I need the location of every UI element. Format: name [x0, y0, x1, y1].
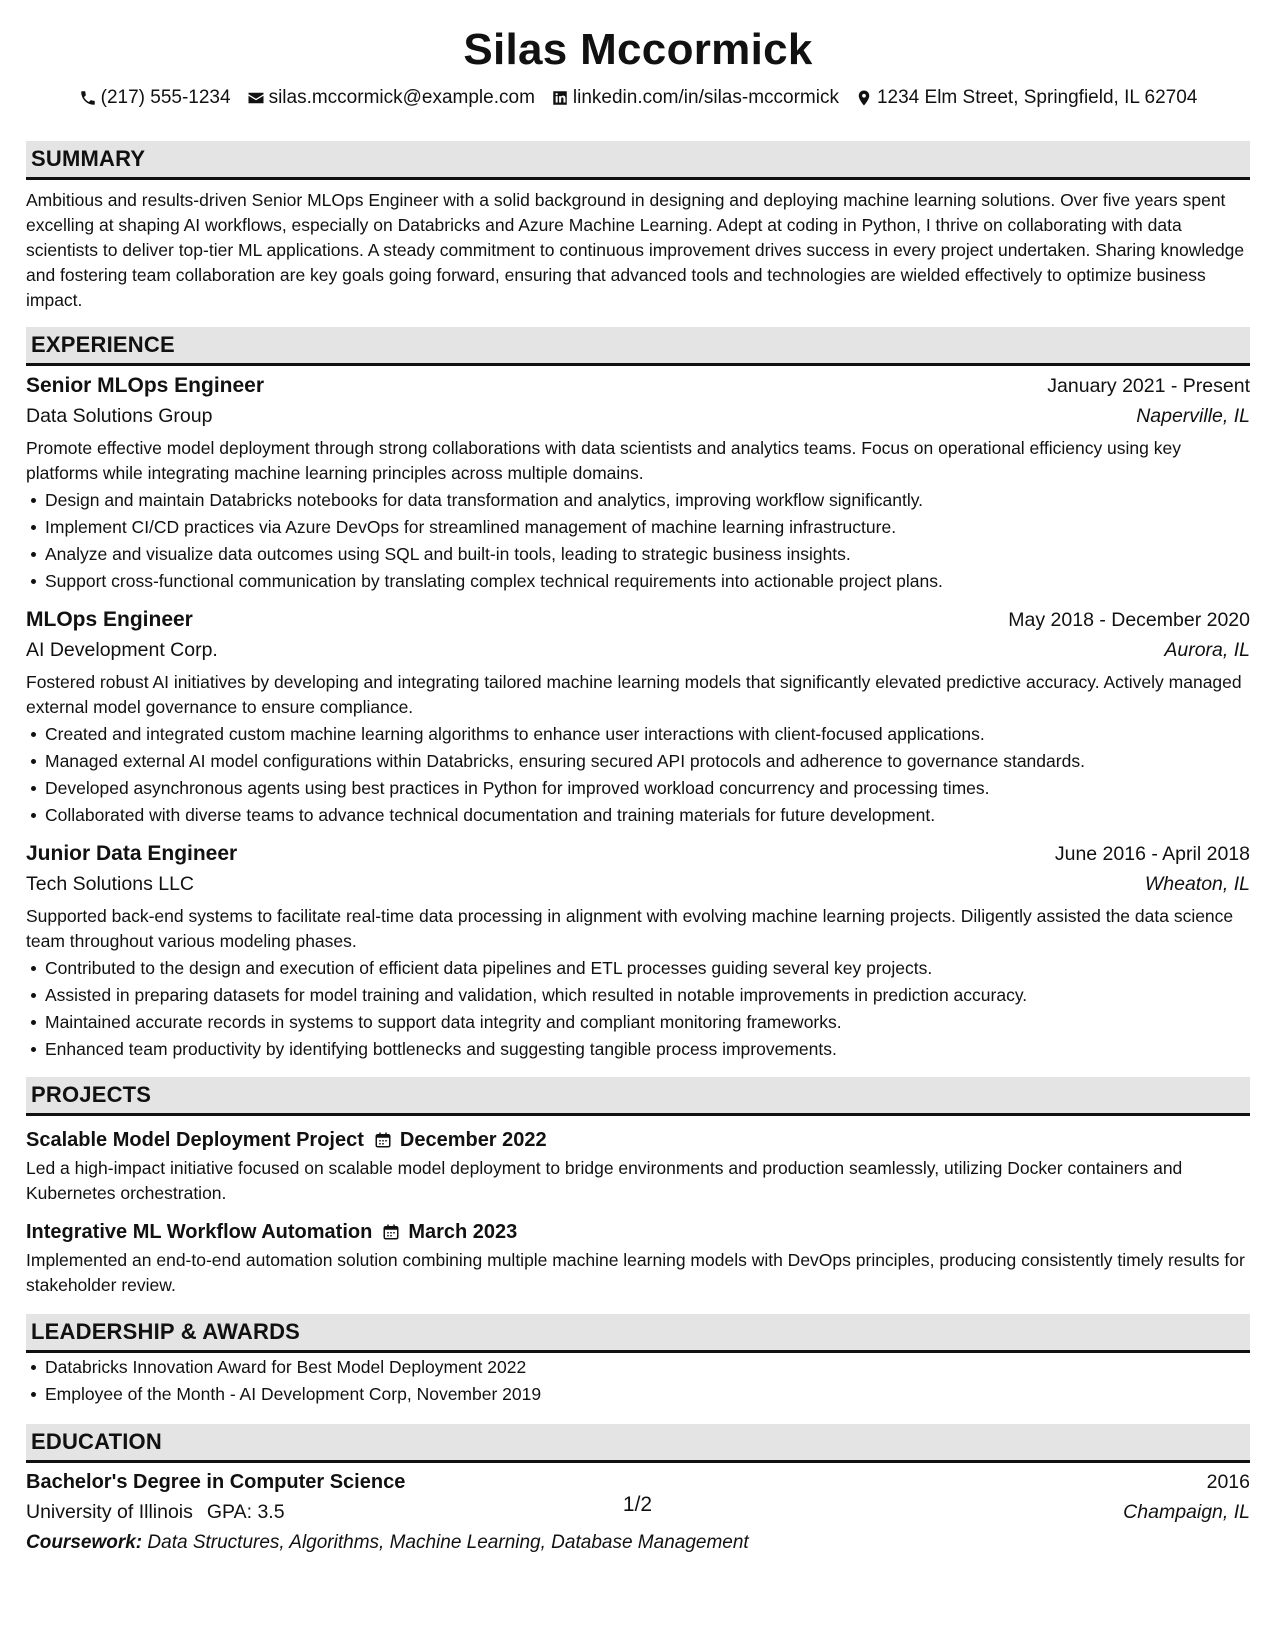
page-number: 1/2 [622, 1493, 653, 1516]
contact-phone [79, 86, 231, 110]
coursework-list: Data Structures, Algorithms, Machine Learning, Database Management [147, 1532, 749, 1553]
school-name: University of Illinois [26, 1501, 193, 1523]
list-item: Contributed to the design and execution of efficient data pipelines and ETL processes guiding several key projects. [26, 955, 1250, 982]
coursework-label: Coursework: [26, 1532, 143, 1553]
awards-list [26, 1354, 1250, 1408]
section-heading: PROJECTS [31, 1082, 152, 1107]
calendar-icon [382, 1223, 400, 1241]
email-link[interactable]: silas.mccormick@example.com [268, 87, 535, 108]
project-description: Led a high-impact initiative focused on scalable model deployment to bridge environments and production seamlessly, utilizing Docker containers and Kubernetes orchestration. [26, 1158, 1183, 1203]
list-item: Managed external AI model configurations within Databricks, ensuring secured API protocols and adherence to governance standards. [26, 748, 1250, 775]
experience-section-header [26, 327, 1250, 366]
summary-section-header [26, 141, 1250, 180]
job-location: Wheaton, IL [1144, 873, 1250, 895]
list-item: Implement CI/CD practices via Azure DevOps for streamlined management of machine learning infrastructure. [26, 514, 1250, 541]
list-item: Created and integrated custom machine learning algorithms to enhance user interactions with client-focused applications. [26, 721, 1250, 748]
contact-bar [26, 86, 1250, 110]
job-bullets [26, 955, 1250, 1063]
project-description: Implemented an end-to-end automation solution combining multiple machine learning models with DevOps principles, producing consistently timely results for stakeholder review. [26, 1250, 1245, 1295]
list-item: Collaborated with diverse teams to advance technical documentation and training materials for future development. [26, 802, 1250, 829]
address-text: 1234 Elm Street, Springfield, IL 62704 [876, 87, 1198, 108]
calendar-icon [374, 1131, 392, 1149]
projects-section-header [26, 1077, 1250, 1116]
list-item: Design and maintain Databricks notebooks for data transformation and analytics, improving workflow significantly. [26, 487, 1250, 514]
project-title: Scalable Model Deployment Project [26, 1129, 364, 1151]
job-title: MLOps Engineer [26, 608, 193, 631]
company-name: Tech Solutions LLC [26, 873, 195, 895]
job-description: Promote effective model deployment through strong collaborations with data scientists and analytics teams. Focus on operational efficiency using key platforms while integrating machine learning principles across multiple domains. [26, 438, 1181, 483]
job-location: Aurora, IL [1164, 639, 1250, 661]
envelope-icon [247, 89, 265, 107]
list-item: Assisted in preparing datasets for model training and validation, which resulted in notable improvements in prediction accuracy. [26, 982, 1250, 1009]
section-heading: EXPERIENCE [31, 332, 175, 357]
list-item: Employee of the Month - AI Development Corp, November 2019 [26, 1381, 1250, 1408]
job-bullets [26, 721, 1250, 829]
list-item: Databricks Innovation Award for Best Model Deployment 2022 [26, 1354, 1250, 1381]
list-item: Maintained accurate records in systems to support data integrity and compliant monitoring frameworks. [26, 1009, 1250, 1036]
company-name: AI Development Corp. [26, 639, 218, 661]
project-title: Integrative ML Workflow Automation [26, 1221, 373, 1243]
list-item: Developed asynchronous agents using best practices in Python for improved workload concurrency and processing times. [26, 775, 1250, 802]
list-item: Enhanced team productivity by identifying bottlenecks and suggesting tangible process improvements. [26, 1036, 1250, 1063]
graduation-year: 2016 [1206, 1471, 1250, 1493]
job-title: Senior MLOps Engineer [26, 374, 265, 397]
degree-title: Bachelor's Degree in Computer Science [26, 1471, 406, 1493]
job-bullets [26, 487, 1250, 595]
contact-linkedin[interactable] [551, 86, 839, 110]
project-entry [26, 1217, 1250, 1298]
resume-page [26, 0, 1250, 1558]
job-dates: January 2021 - Present [1047, 375, 1250, 397]
contact-email[interactable] [247, 86, 535, 110]
education-section-header [26, 1424, 1250, 1463]
project-entry [26, 1125, 1250, 1206]
company-name: Data Solutions Group [26, 405, 213, 427]
job-dates: June 2016 - April 2018 [1054, 843, 1250, 865]
linkedin-icon [551, 89, 569, 107]
experience-entry [26, 839, 1250, 1063]
coursework [26, 1528, 1250, 1558]
contact-address [855, 86, 1197, 110]
linkedin-link[interactable]: linkedin.com/in/silas-mccormick [572, 87, 839, 108]
job-dates: May 2018 - December 2020 [1008, 609, 1250, 631]
candidate-name: Silas Mccormick [463, 25, 813, 74]
school-location: Champaign, IL [1123, 1501, 1250, 1523]
phone-text: (217) 555-1234 [100, 87, 231, 108]
awards-section-header [26, 1314, 1250, 1353]
phone-icon [79, 89, 97, 107]
gpa: GPA: 3.5 [206, 1501, 285, 1523]
list-item: Support cross-functional communication by translating complex technical requirements into actionable project plans. [26, 568, 1250, 595]
job-description: Supported back-end systems to facilitate real-time data processing in alignment with evolving machine learning projects. Diligently assisted the data science team throughout various modeling phases. [26, 906, 1234, 951]
project-date: December 2022 [399, 1129, 547, 1151]
project-date: March 2023 [408, 1221, 518, 1243]
section-heading: EDUCATION [31, 1429, 162, 1454]
job-location: Naperville, IL [1136, 405, 1250, 427]
job-title: Junior Data Engineer [26, 842, 238, 865]
section-heading: SUMMARY [31, 146, 146, 171]
experience-entry [26, 371, 1250, 595]
job-description: Fostered robust AI initiatives by developing and integrating tailored machine learning models that significantly elevated predictive accuracy. Actively managed external model governance to ensure compliance. [26, 672, 1242, 717]
list-item: Analyze and visualize data outcomes using SQL and built-in tools, leading to strategic business insights. [26, 541, 1250, 568]
experience-entry [26, 605, 1250, 829]
map-pin-icon [855, 89, 873, 107]
section-heading: LEADERSHIP & AWARDS [31, 1319, 301, 1344]
summary-text: Ambitious and results-driven Senior MLOps Engineer with a solid background in designing and deploying machine learning solutions. Over five years spent excelling at shaping AI workflows, especially on Databricks and Azure Machine Learning. Adept at coding in Python, I thrive on collaborating with data scientists to deliver top-tier ML applications. A steady commitment to continuous improvement drives success in every project undertaken. Sharing knowledge and fostering team collaboration are key goals going forward, ensuring that advanced tools and technologies are wielded effectively to optimize business impact. [26, 190, 1245, 310]
